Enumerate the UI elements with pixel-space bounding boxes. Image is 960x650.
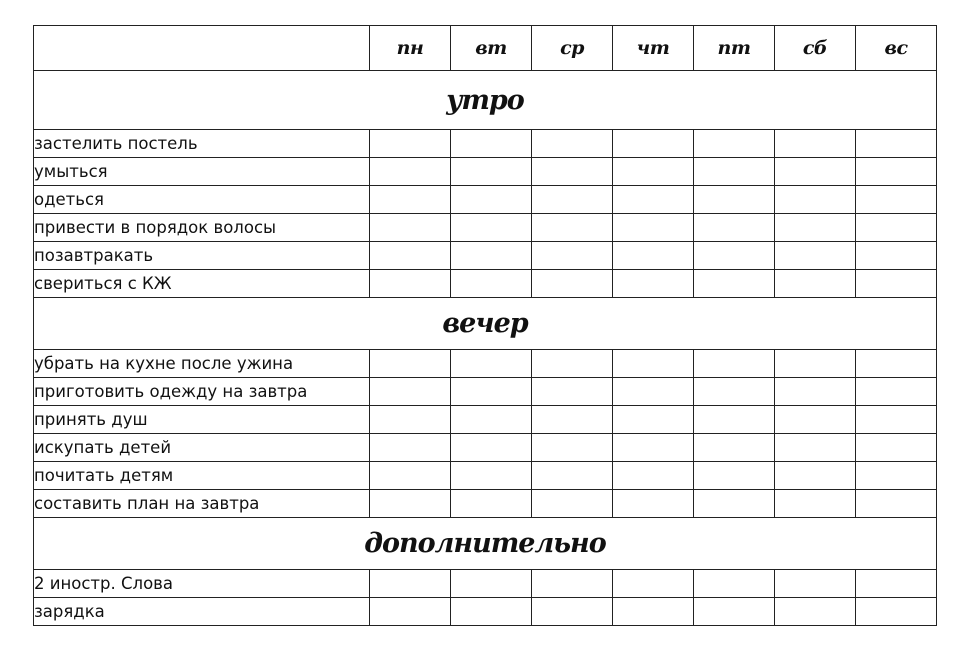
checkbox-cell-wed[interactable]	[532, 242, 613, 270]
checkbox-cell-sun[interactable]	[856, 158, 937, 186]
checkbox-cell-fri[interactable]	[694, 214, 775, 242]
checkbox-cell-tue[interactable]	[451, 242, 532, 270]
checkbox-cell-tue[interactable]	[451, 462, 532, 490]
checkbox-cell-tue[interactable]	[451, 270, 532, 298]
task-row	[34, 462, 937, 490]
task-label: составить план на завтра	[34, 490, 370, 518]
checkbox-cell-thu[interactable]	[613, 406, 694, 434]
checkbox-cell-sun[interactable]	[856, 406, 937, 434]
day-header-fri: пт	[694, 26, 775, 71]
checkbox-cell-sat[interactable]	[775, 214, 856, 242]
checkbox-cell-thu[interactable]	[613, 462, 694, 490]
checkbox-cell-fri[interactable]	[694, 378, 775, 406]
checkbox-cell-tue[interactable]	[451, 350, 532, 378]
habit-tracker-body	[34, 26, 937, 626]
checkbox-cell-sun[interactable]	[856, 270, 937, 298]
checkbox-cell-sat[interactable]	[775, 130, 856, 158]
checkbox-cell-mon[interactable]	[370, 186, 451, 214]
task-label: приготовить одежду на завтра	[34, 378, 370, 406]
checkbox-cell-thu[interactable]	[613, 350, 694, 378]
task-row	[34, 158, 937, 186]
checkbox-cell-fri[interactable]	[694, 350, 775, 378]
checkbox-cell-tue[interactable]	[451, 598, 532, 626]
checkbox-cell-sun[interactable]	[856, 130, 937, 158]
checkbox-cell-thu[interactable]	[613, 490, 694, 518]
day-header-wed: ср	[532, 26, 613, 71]
header-corner-cell	[34, 26, 370, 71]
weekday-header-row	[34, 26, 937, 71]
checkbox-cell-sat[interactable]	[775, 598, 856, 626]
task-row	[34, 434, 937, 462]
day-header-tue: вт	[451, 26, 532, 71]
section-row-morning	[34, 71, 937, 130]
checkbox-cell-wed[interactable]	[532, 130, 613, 158]
task-row	[34, 186, 937, 214]
task-label: 2 иностр. Слова	[34, 570, 370, 598]
checkbox-cell-thu[interactable]	[613, 570, 694, 598]
task-row	[34, 378, 937, 406]
checkbox-cell-mon[interactable]	[370, 158, 451, 186]
checkbox-cell-fri[interactable]	[694, 598, 775, 626]
checkbox-cell-sat[interactable]	[775, 406, 856, 434]
task-label: умыться	[34, 158, 370, 186]
task-label: позавтракать	[34, 242, 370, 270]
checkbox-cell-wed[interactable]	[532, 350, 613, 378]
day-header-sun: вс	[856, 26, 937, 71]
checkbox-cell-wed[interactable]	[532, 406, 613, 434]
checkbox-cell-tue[interactable]	[451, 186, 532, 214]
checkbox-cell-sat[interactable]	[775, 462, 856, 490]
checkbox-cell-mon[interactable]	[370, 214, 451, 242]
task-label: застелить постель	[34, 130, 370, 158]
checkbox-cell-wed[interactable]	[532, 270, 613, 298]
task-label: зарядка	[34, 598, 370, 626]
checkbox-cell-fri[interactable]	[694, 462, 775, 490]
task-label: привести в порядок волосы	[34, 214, 370, 242]
task-row	[34, 570, 937, 598]
checkbox-cell-tue[interactable]	[451, 434, 532, 462]
checkbox-cell-wed[interactable]	[532, 598, 613, 626]
checkbox-cell-mon[interactable]	[370, 406, 451, 434]
task-label: одеться	[34, 186, 370, 214]
checkbox-cell-sun[interactable]	[856, 214, 937, 242]
day-header-mon: пн	[370, 26, 451, 71]
checkbox-cell-wed[interactable]	[532, 490, 613, 518]
checkbox-cell-sun[interactable]	[856, 570, 937, 598]
checkbox-cell-sat[interactable]	[775, 270, 856, 298]
checkbox-cell-mon[interactable]	[370, 434, 451, 462]
checkbox-cell-mon[interactable]	[370, 270, 451, 298]
checkbox-cell-wed[interactable]	[532, 434, 613, 462]
task-label: искупать детей	[34, 434, 370, 462]
checkbox-cell-fri[interactable]	[694, 434, 775, 462]
checkbox-cell-fri[interactable]	[694, 406, 775, 434]
checkbox-cell-fri[interactable]	[694, 130, 775, 158]
checkbox-cell-wed[interactable]	[532, 158, 613, 186]
section-title-morning: утро	[34, 71, 937, 130]
checkbox-cell-sat[interactable]	[775, 490, 856, 518]
checkbox-cell-fri[interactable]	[694, 186, 775, 214]
task-row	[34, 490, 937, 518]
checkbox-cell-tue[interactable]	[451, 406, 532, 434]
checkbox-cell-tue[interactable]	[451, 130, 532, 158]
day-header-sat: сб	[775, 26, 856, 71]
checkbox-cell-mon[interactable]	[370, 350, 451, 378]
task-label: свериться с КЖ	[34, 270, 370, 298]
checkbox-cell-tue[interactable]	[451, 214, 532, 242]
task-row	[34, 270, 937, 298]
checkbox-cell-tue[interactable]	[451, 490, 532, 518]
task-row	[34, 214, 937, 242]
checkbox-cell-mon[interactable]	[370, 378, 451, 406]
habit-tracker-table	[33, 25, 937, 626]
checkbox-cell-sat[interactable]	[775, 570, 856, 598]
checkbox-cell-mon[interactable]	[370, 570, 451, 598]
checkbox-cell-fri[interactable]	[694, 570, 775, 598]
checkbox-cell-mon[interactable]	[370, 598, 451, 626]
checkbox-cell-sun[interactable]	[856, 490, 937, 518]
checkbox-cell-sat[interactable]	[775, 158, 856, 186]
checkbox-cell-thu[interactable]	[613, 214, 694, 242]
checkbox-cell-thu[interactable]	[613, 130, 694, 158]
checkbox-cell-tue[interactable]	[451, 570, 532, 598]
checkbox-cell-mon[interactable]	[370, 490, 451, 518]
checkbox-cell-mon[interactable]	[370, 130, 451, 158]
checkbox-cell-mon[interactable]	[370, 242, 451, 270]
checkbox-cell-fri[interactable]	[694, 270, 775, 298]
task-row	[34, 130, 937, 158]
checkbox-cell-sun[interactable]	[856, 598, 937, 626]
checkbox-cell-thu[interactable]	[613, 598, 694, 626]
checkbox-cell-sun[interactable]	[856, 350, 937, 378]
checkbox-cell-wed[interactable]	[532, 214, 613, 242]
checkbox-cell-wed[interactable]	[532, 462, 613, 490]
checkbox-cell-sun[interactable]	[856, 378, 937, 406]
task-label: убрать на кухне после ужина	[34, 350, 370, 378]
day-header-thu: чт	[613, 26, 694, 71]
checkbox-cell-fri[interactable]	[694, 242, 775, 270]
section-title-extra: дополнительно	[34, 518, 937, 570]
checkbox-cell-sun[interactable]	[856, 242, 937, 270]
task-label: почитать детям	[34, 462, 370, 490]
checkbox-cell-thu[interactable]	[613, 242, 694, 270]
checkbox-cell-thu[interactable]	[613, 434, 694, 462]
checkbox-cell-wed[interactable]	[532, 186, 613, 214]
checkbox-cell-sun[interactable]	[856, 462, 937, 490]
checkbox-cell-fri[interactable]	[694, 490, 775, 518]
checkbox-cell-thu[interactable]	[613, 270, 694, 298]
task-row	[34, 350, 937, 378]
task-row	[34, 406, 937, 434]
section-title-evening: вечер	[34, 298, 937, 350]
checkbox-cell-fri[interactable]	[694, 158, 775, 186]
checkbox-cell-sat[interactable]	[775, 350, 856, 378]
task-label: принять душ	[34, 406, 370, 434]
task-row	[34, 242, 937, 270]
checkbox-cell-sun[interactable]	[856, 434, 937, 462]
section-row-extra	[34, 518, 937, 570]
checkbox-cell-sun[interactable]	[856, 186, 937, 214]
checkbox-cell-thu[interactable]	[613, 186, 694, 214]
checkbox-cell-thu[interactable]	[613, 378, 694, 406]
checkbox-cell-sat[interactable]	[775, 378, 856, 406]
checkbox-cell-mon[interactable]	[370, 462, 451, 490]
checkbox-cell-tue[interactable]	[451, 158, 532, 186]
checkbox-cell-tue[interactable]	[451, 378, 532, 406]
checkbox-cell-wed[interactable]	[532, 378, 613, 406]
checkbox-cell-wed[interactable]	[532, 570, 613, 598]
checkbox-cell-sat[interactable]	[775, 186, 856, 214]
section-row-evening	[34, 298, 937, 350]
checkbox-cell-thu[interactable]	[613, 158, 694, 186]
checkbox-cell-sat[interactable]	[775, 434, 856, 462]
task-row	[34, 598, 937, 626]
checkbox-cell-sat[interactable]	[775, 242, 856, 270]
